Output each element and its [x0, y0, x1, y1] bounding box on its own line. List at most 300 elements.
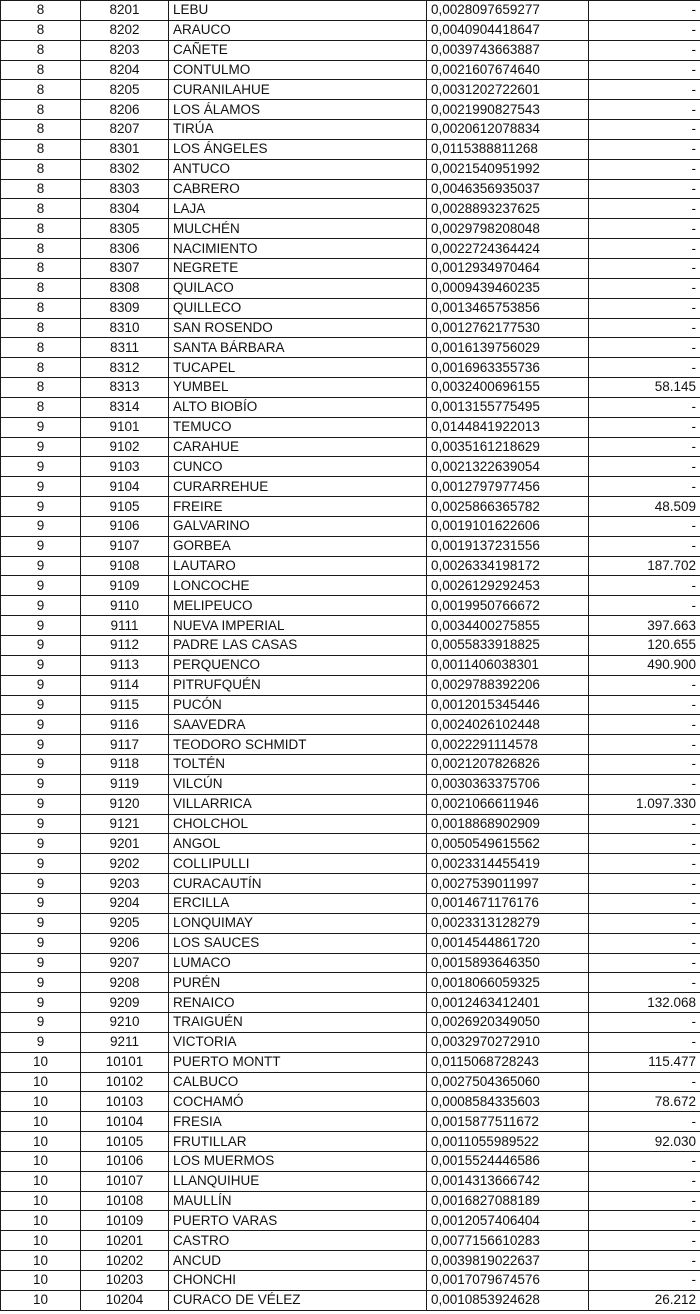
coefficient-cell: 0,0021207826826 [427, 755, 589, 775]
amount-cell: - [589, 1032, 700, 1052]
coefficient-cell: 0,0032400696155 [427, 378, 589, 398]
code-cell: 9208 [81, 973, 169, 993]
code-cell: 9210 [81, 1013, 169, 1033]
commune-cell: LAJA [169, 199, 427, 219]
coefficient-cell: 0,0018868902909 [427, 814, 589, 834]
region-cell: 8 [1, 239, 81, 259]
commune-cell: SAN ROSENDO [169, 318, 427, 338]
commune-cell: COLLIPULLI [169, 854, 427, 874]
coefficient-cell: 0,0144841922013 [427, 417, 589, 437]
coefficient-cell: 0,0025866365782 [427, 497, 589, 517]
amount-cell: - [589, 258, 700, 278]
code-cell: 8303 [81, 179, 169, 199]
coefficient-cell: 0,0015877511672 [427, 1112, 589, 1132]
commune-cell: GALVARINO [169, 516, 427, 536]
code-cell: 8204 [81, 60, 169, 80]
commune-cell: ERCILLA [169, 893, 427, 913]
amount-cell: - [589, 457, 700, 477]
table-row [1, 1013, 700, 1033]
table-row [1, 100, 700, 120]
coefficient-cell: 0,0021990827543 [427, 100, 589, 120]
commune-cell: CALBUCO [169, 1072, 427, 1092]
coefficient-cell: 0,0012057406404 [427, 1211, 589, 1231]
coefficient-cell: 0,0115388811268 [427, 139, 589, 159]
code-cell: 10204 [81, 1290, 169, 1310]
code-cell: 10103 [81, 1092, 169, 1112]
region-cell: 8 [1, 179, 81, 199]
code-cell: 9114 [81, 675, 169, 695]
table-row [1, 378, 700, 398]
commune-cell: CONTULMO [169, 60, 427, 80]
table-row [1, 358, 700, 378]
coefficient-cell: 0,0014313666742 [427, 1171, 589, 1191]
amount-cell: - [589, 338, 700, 358]
coefficient-cell: 0,0018066059325 [427, 973, 589, 993]
amount-cell: - [589, 1271, 700, 1291]
table-row [1, 596, 700, 616]
commune-cell: NEGRETE [169, 258, 427, 278]
region-cell: 10 [1, 1271, 81, 1291]
table-row [1, 1132, 700, 1152]
commune-cell: FRESIA [169, 1112, 427, 1132]
amount-cell: - [589, 516, 700, 536]
region-cell: 10 [1, 1171, 81, 1191]
table-row [1, 1191, 700, 1211]
code-cell: 9203 [81, 874, 169, 894]
commune-cell: NACIMIENTO [169, 239, 427, 259]
code-cell: 10202 [81, 1251, 169, 1271]
coefficient-cell: 0,0023314455419 [427, 854, 589, 874]
region-cell: 8 [1, 139, 81, 159]
code-cell: 10106 [81, 1151, 169, 1171]
region-cell: 9 [1, 774, 81, 794]
region-cell: 9 [1, 1013, 81, 1033]
region-cell: 8 [1, 60, 81, 80]
amount-cell: - [589, 437, 700, 457]
coefficient-cell: 0,0024026102448 [427, 715, 589, 735]
region-cell: 9 [1, 497, 81, 517]
code-cell: 9206 [81, 933, 169, 953]
region-cell: 9 [1, 596, 81, 616]
table-row [1, 239, 700, 259]
region-cell: 9 [1, 655, 81, 675]
amount-cell: 92.030 [589, 1132, 700, 1152]
coefficient-cell: 0,0011406038301 [427, 655, 589, 675]
amount-cell: 58.145 [589, 378, 700, 398]
region-cell: 9 [1, 913, 81, 933]
commune-cell: LEBU [169, 1, 427, 21]
commune-cell: YUMBEL [169, 378, 427, 398]
table-row [1, 993, 700, 1013]
code-cell: 10101 [81, 1052, 169, 1072]
commune-cell: MELIPEUCO [169, 596, 427, 616]
commune-cell: LUMACO [169, 953, 427, 973]
table-row [1, 1072, 700, 1092]
coefficient-cell: 0,0028893237625 [427, 199, 589, 219]
region-cell: 10 [1, 1052, 81, 1072]
code-cell: 8308 [81, 278, 169, 298]
code-cell: 9120 [81, 794, 169, 814]
commune-cell: CURACAUTÍN [169, 874, 427, 894]
commune-cell: CHOLCHOL [169, 814, 427, 834]
commune-cell: VILLARRICA [169, 794, 427, 814]
coefficient-cell: 0,0013465753856 [427, 298, 589, 318]
code-cell: 8201 [81, 1, 169, 21]
amount-cell: - [589, 239, 700, 259]
commune-cell: TRAIGUÉN [169, 1013, 427, 1033]
coefficient-cell: 0,0012463412401 [427, 993, 589, 1013]
table-row [1, 1251, 700, 1271]
table-row [1, 477, 700, 497]
region-cell: 8 [1, 20, 81, 40]
coefficient-cell: 0,0027504365060 [427, 1072, 589, 1092]
region-cell: 8 [1, 80, 81, 100]
code-cell: 9211 [81, 1032, 169, 1052]
amount-cell: - [589, 159, 700, 179]
code-cell: 8309 [81, 298, 169, 318]
region-cell: 8 [1, 338, 81, 358]
table-row [1, 953, 700, 973]
region-cell: 9 [1, 794, 81, 814]
region-cell: 9 [1, 993, 81, 1013]
table-row [1, 1171, 700, 1191]
coefficient-cell: 0,0029798208048 [427, 219, 589, 239]
coefficient-cell: 0,0029788392206 [427, 675, 589, 695]
amount-cell: - [589, 318, 700, 338]
coefficient-cell: 0,0012015345446 [427, 695, 589, 715]
region-cell: 9 [1, 636, 81, 656]
amount-cell: - [589, 199, 700, 219]
region-cell: 10 [1, 1132, 81, 1152]
table-row [1, 695, 700, 715]
code-cell: 9201 [81, 834, 169, 854]
amount-cell: - [589, 715, 700, 735]
amount-cell: - [589, 1211, 700, 1231]
region-cell: 8 [1, 278, 81, 298]
coefficient-cell: 0,0008584335603 [427, 1092, 589, 1112]
region-cell: 9 [1, 735, 81, 755]
amount-cell: - [589, 814, 700, 834]
table-row [1, 1052, 700, 1072]
commune-cell: FRUTILLAR [169, 1132, 427, 1152]
table-row [1, 636, 700, 656]
commune-cell: PUERTO MONTT [169, 1052, 427, 1072]
region-cell: 8 [1, 358, 81, 378]
commune-cell: CABRERO [169, 179, 427, 199]
amount-cell: - [589, 933, 700, 953]
table-row [1, 1231, 700, 1251]
table-row [1, 60, 700, 80]
table-row [1, 179, 700, 199]
coefficient-cell: 0,0023313128279 [427, 913, 589, 933]
amount-cell: - [589, 834, 700, 854]
amount-cell: - [589, 1013, 700, 1033]
table-row [1, 397, 700, 417]
region-cell: 8 [1, 397, 81, 417]
region-cell: 8 [1, 100, 81, 120]
coefficient-cell: 0,0013155775495 [427, 397, 589, 417]
table-row [1, 497, 700, 517]
code-cell: 10203 [81, 1271, 169, 1291]
region-cell: 9 [1, 457, 81, 477]
coefficient-cell: 0,0019137231556 [427, 536, 589, 556]
amount-cell: - [589, 139, 700, 159]
coefficient-cell: 0,0021066611946 [427, 794, 589, 814]
commune-cell: PUERTO VARAS [169, 1211, 427, 1231]
table-row [1, 139, 700, 159]
commune-cell: TEMUCO [169, 417, 427, 437]
commune-cell: CAÑETE [169, 40, 427, 60]
table-row [1, 715, 700, 735]
coefficient-cell: 0,0028097659277 [427, 1, 589, 21]
table-row [1, 219, 700, 239]
commune-cell: PADRE LAS CASAS [169, 636, 427, 656]
region-cell: 9 [1, 953, 81, 973]
amount-cell: - [589, 219, 700, 239]
amount-cell: - [589, 358, 700, 378]
code-cell: 9110 [81, 596, 169, 616]
region-cell: 8 [1, 258, 81, 278]
coefficient-cell: 0,0014671176176 [427, 893, 589, 913]
coefficient-cell: 0,0026129292453 [427, 576, 589, 596]
commune-cell: PERQUENCO [169, 655, 427, 675]
coefficient-cell: 0,0021607674640 [427, 60, 589, 80]
code-cell: 8305 [81, 219, 169, 239]
commune-cell: MULCHÉN [169, 219, 427, 239]
region-cell: 9 [1, 893, 81, 913]
commune-cell: NUEVA IMPERIAL [169, 616, 427, 636]
code-cell: 8312 [81, 358, 169, 378]
table-row [1, 437, 700, 457]
table-body [1, 1, 700, 1311]
coefficient-cell: 0,0030363375706 [427, 774, 589, 794]
amount-cell: - [589, 179, 700, 199]
region-cell: 9 [1, 675, 81, 695]
commune-cell: FREIRE [169, 497, 427, 517]
code-cell: 9116 [81, 715, 169, 735]
coefficient-cell: 0,0050549615562 [427, 834, 589, 854]
code-cell: 9121 [81, 814, 169, 834]
region-cell: 9 [1, 973, 81, 993]
amount-cell: - [589, 774, 700, 794]
code-cell: 10102 [81, 1072, 169, 1092]
region-cell: 9 [1, 616, 81, 636]
amount-cell: - [589, 1151, 700, 1171]
code-cell: 9102 [81, 437, 169, 457]
region-cell: 10 [1, 1251, 81, 1271]
code-cell: 8206 [81, 100, 169, 120]
region-cell: 9 [1, 556, 81, 576]
amount-cell: - [589, 60, 700, 80]
amount-cell: 120.655 [589, 636, 700, 656]
commune-cell: CURARREHUE [169, 477, 427, 497]
code-cell: 9105 [81, 497, 169, 517]
amount-cell: - [589, 80, 700, 100]
code-cell: 8205 [81, 80, 169, 100]
region-cell: 8 [1, 40, 81, 60]
region-cell: 10 [1, 1072, 81, 1092]
amount-cell: - [589, 1072, 700, 1092]
table-row [1, 516, 700, 536]
table-row [1, 893, 700, 913]
commune-cell: TOLTÉN [169, 755, 427, 775]
table-row [1, 338, 700, 358]
code-cell: 8307 [81, 258, 169, 278]
coefficient-cell: 0,0040904418647 [427, 20, 589, 40]
amount-cell: - [589, 397, 700, 417]
code-cell: 10107 [81, 1171, 169, 1191]
coefficient-cell: 0,0014544861720 [427, 933, 589, 953]
commune-cell: COCHAMÓ [169, 1092, 427, 1112]
code-cell: 9202 [81, 854, 169, 874]
table-row [1, 159, 700, 179]
amount-cell: - [589, 1, 700, 21]
amount-cell: 48.509 [589, 497, 700, 517]
commune-cell: MAULLÍN [169, 1191, 427, 1211]
coefficient-cell: 0,0017079674576 [427, 1271, 589, 1291]
region-cell: 9 [1, 437, 81, 457]
commune-cell: CURANILAHUE [169, 80, 427, 100]
table-row [1, 1271, 700, 1291]
table-row [1, 1151, 700, 1171]
coefficient-cell: 0,0016827088189 [427, 1191, 589, 1211]
region-cell: 9 [1, 715, 81, 735]
coefficient-cell: 0,0015524446586 [427, 1151, 589, 1171]
amount-cell: - [589, 1251, 700, 1271]
table-row [1, 318, 700, 338]
amount-cell: 115.477 [589, 1052, 700, 1072]
table-row [1, 576, 700, 596]
coefficient-cell: 0,0046356935037 [427, 179, 589, 199]
coefficient-cell: 0,0022724364424 [427, 239, 589, 259]
coefficient-cell: 0,0019950766672 [427, 596, 589, 616]
table-row [1, 536, 700, 556]
table-row [1, 1211, 700, 1231]
table-row [1, 40, 700, 60]
region-cell: 9 [1, 417, 81, 437]
commune-cell: RENAICO [169, 993, 427, 1013]
region-cell: 10 [1, 1092, 81, 1112]
code-cell: 8311 [81, 338, 169, 358]
coefficient-cell: 0,0035161218629 [427, 437, 589, 457]
amount-cell: - [589, 854, 700, 874]
region-cell: 9 [1, 516, 81, 536]
amount-cell: - [589, 417, 700, 437]
region-cell: 9 [1, 933, 81, 953]
code-cell: 8306 [81, 239, 169, 259]
code-cell: 9113 [81, 655, 169, 675]
code-cell: 8304 [81, 199, 169, 219]
table-row [1, 616, 700, 636]
table-row [1, 278, 700, 298]
coefficient-cell: 0,0055833918825 [427, 636, 589, 656]
commune-cell: LLANQUIHUE [169, 1171, 427, 1191]
coefficient-cell: 0,0034400275855 [427, 616, 589, 636]
region-cell: 8 [1, 1, 81, 21]
amount-cell: 26.212 [589, 1290, 700, 1310]
amount-cell: - [589, 893, 700, 913]
coefficient-cell: 0,0031202722601 [427, 80, 589, 100]
region-cell: 9 [1, 576, 81, 596]
amount-cell: 78.672 [589, 1092, 700, 1112]
region-cell: 10 [1, 1112, 81, 1132]
region-cell: 9 [1, 477, 81, 497]
code-cell: 8302 [81, 159, 169, 179]
amount-cell: - [589, 695, 700, 715]
commune-cell: QUILACO [169, 278, 427, 298]
coefficient-cell: 0,0032970272910 [427, 1032, 589, 1052]
commune-cell: CUNCO [169, 457, 427, 477]
table-row [1, 933, 700, 953]
table-row [1, 258, 700, 278]
amount-cell: - [589, 913, 700, 933]
commune-cell: VILCÚN [169, 774, 427, 794]
coefficient-cell: 0,0039743663887 [427, 40, 589, 60]
code-cell: 10104 [81, 1112, 169, 1132]
code-cell: 9112 [81, 636, 169, 656]
region-cell: 8 [1, 318, 81, 338]
table-row [1, 298, 700, 318]
coefficient-cell: 0,0012797977456 [427, 477, 589, 497]
region-cell: 9 [1, 536, 81, 556]
region-cell: 9 [1, 814, 81, 834]
code-cell: 9107 [81, 536, 169, 556]
commune-cell: SANTA BÁRBARA [169, 338, 427, 358]
amount-cell: - [589, 40, 700, 60]
commune-cell: LOS MUERMOS [169, 1151, 427, 1171]
commune-cell: LONQUIMAY [169, 913, 427, 933]
amount-cell: 397.663 [589, 616, 700, 636]
code-cell: 9209 [81, 993, 169, 1013]
amount-cell: - [589, 953, 700, 973]
region-cell: 10 [1, 1151, 81, 1171]
amount-cell: - [589, 1231, 700, 1251]
region-cell: 8 [1, 378, 81, 398]
table-row [1, 655, 700, 675]
region-cell: 9 [1, 834, 81, 854]
code-cell: 9118 [81, 755, 169, 775]
commune-cell: LOS ÁNGELES [169, 139, 427, 159]
coefficient-cell: 0,0026334198172 [427, 556, 589, 576]
table-row [1, 1112, 700, 1132]
table-row [1, 874, 700, 894]
commune-cell: ALTO BIOBÍO [169, 397, 427, 417]
code-cell: 9205 [81, 913, 169, 933]
commune-cell: TEODORO SCHMIDT [169, 735, 427, 755]
amount-cell: - [589, 1112, 700, 1132]
code-cell: 9115 [81, 695, 169, 715]
code-cell: 8313 [81, 378, 169, 398]
commune-cell: QUILLECO [169, 298, 427, 318]
amount-cell: 1.097.330 [589, 794, 700, 814]
code-cell: 9106 [81, 516, 169, 536]
amount-cell: - [589, 675, 700, 695]
table-row [1, 1290, 700, 1310]
coefficient-cell: 0,0011055989522 [427, 1132, 589, 1152]
table-row [1, 199, 700, 219]
region-cell: 9 [1, 755, 81, 775]
region-cell: 9 [1, 854, 81, 874]
region-cell: 10 [1, 1191, 81, 1211]
coefficient-cell: 0,0115068728243 [427, 1052, 589, 1072]
coefficient-cell: 0,0012762177530 [427, 318, 589, 338]
amount-cell: - [589, 576, 700, 596]
region-cell: 10 [1, 1211, 81, 1231]
code-cell: 10109 [81, 1211, 169, 1231]
coefficient-cell: 0,0015893646350 [427, 953, 589, 973]
table-row [1, 675, 700, 695]
table-row [1, 735, 700, 755]
